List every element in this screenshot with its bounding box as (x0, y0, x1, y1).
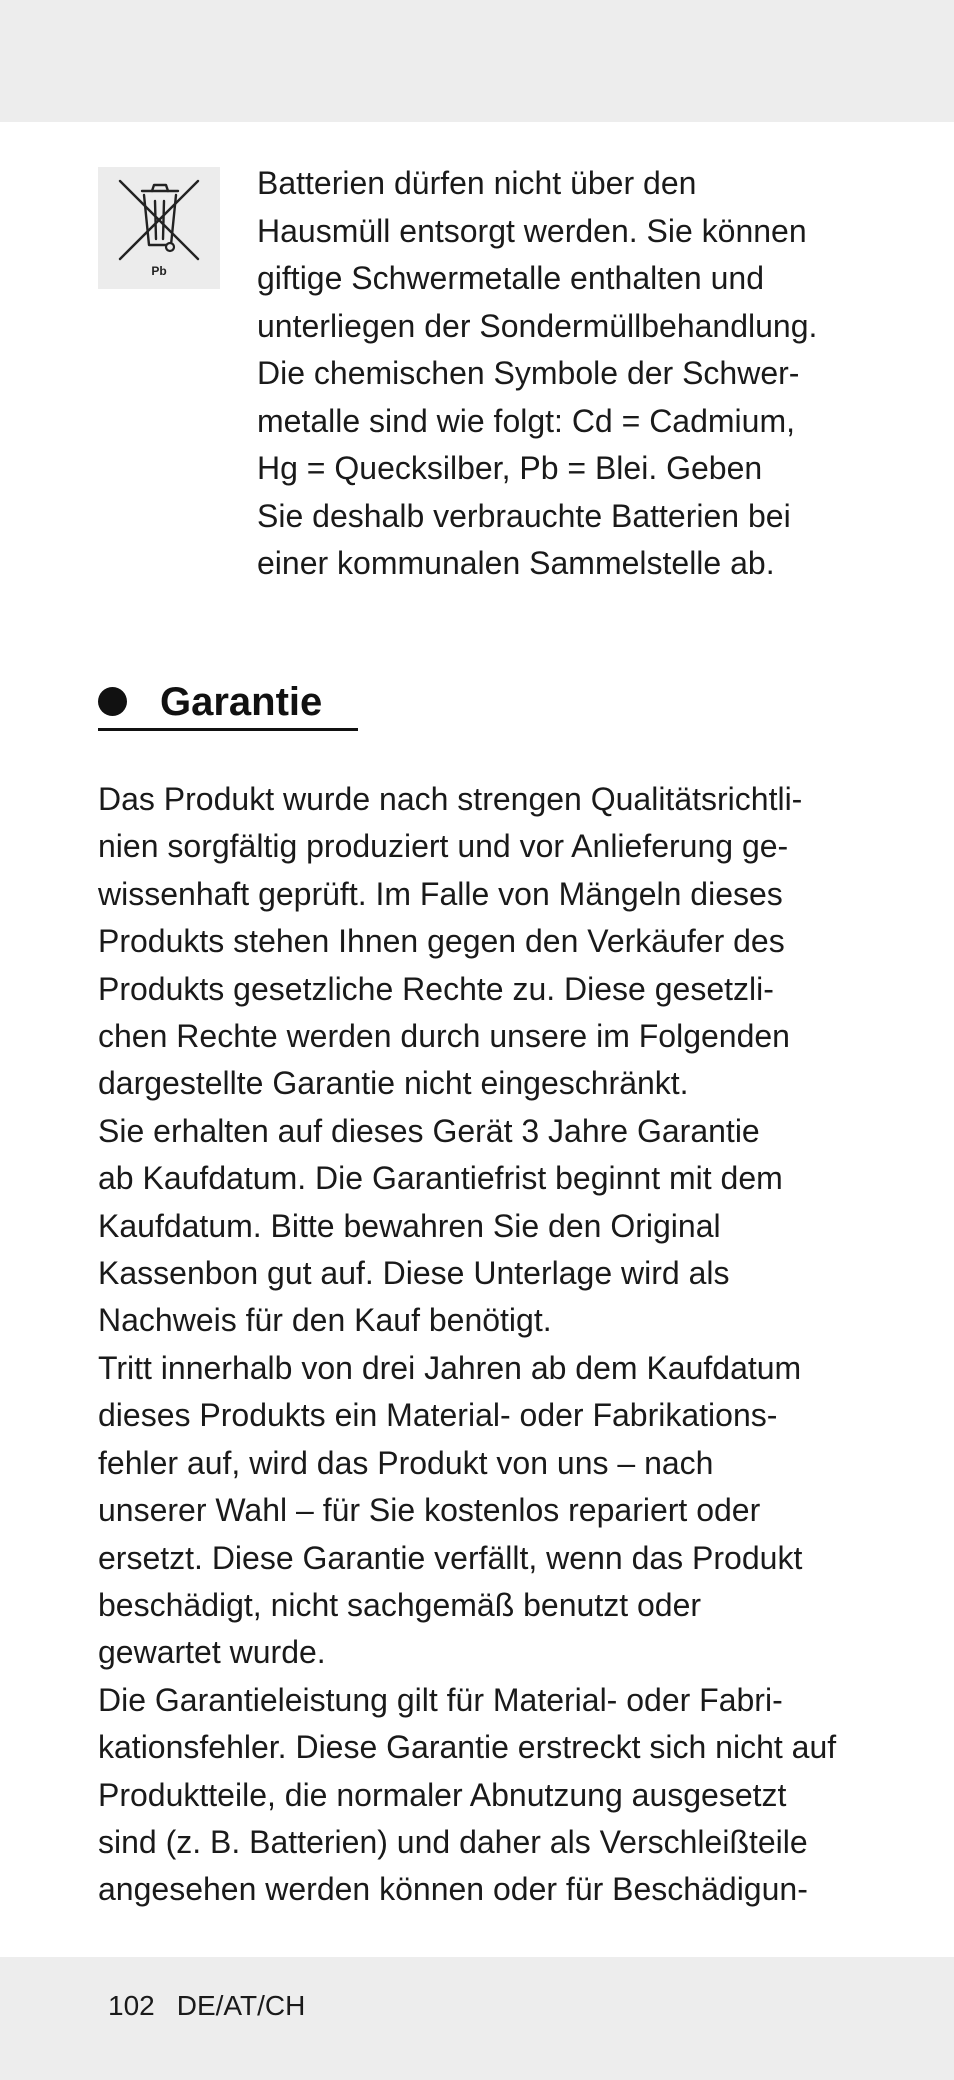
text-line: Das Produkt wurde nach strengen Qualitätsrichtli- (98, 781, 803, 817)
text-line: wissenhaft geprüft. Im Falle von Mängeln dieses (98, 875, 783, 912)
page-footer (108, 1986, 305, 2026)
text-line: gewartet wurde. (98, 1634, 326, 1671)
text-line: angesehen werden können oder für Beschädigun- (98, 1871, 808, 1908)
text-line: Kassenbon gut auf. Diese Unterlage wird als (98, 1255, 730, 1292)
text-line: Hg = Quecksilber, Pb = Blei. Geben (257, 450, 763, 486)
text-line: Die chemischen Symbole der Schwer- (257, 355, 800, 391)
text-line: chen Rechte werden durch unsere im Folgenden (98, 1018, 790, 1055)
text-line: beschädigt, nicht sachgemäß benutzt oder (98, 1586, 702, 1623)
text-line: Die Garantieleistung gilt für Material- oder Fabri- (98, 1681, 783, 1718)
text-line: kationsfehler. Diese Garantie erstreckt sich nicht auf (98, 1729, 837, 1766)
crossed-out-wheelie-bin-icon (98, 167, 220, 289)
text-line: fehler auf, wird das Produkt von uns – nach (98, 1444, 714, 1481)
text-line: Hausmüll entsorgt werden. Sie können (257, 212, 807, 249)
text-line: metalle sind wie folgt: Cd = Cadmium, (257, 402, 795, 439)
text-line: Produktteile, die normaler Abnutzung ausgesetzt (98, 1776, 787, 1813)
page-number: 102 (108, 1990, 155, 2021)
battery-disposal-text (257, 160, 857, 588)
heading-underline (98, 728, 358, 731)
text-line: Sie deshalb verbrauchte Batterien bei (257, 497, 791, 534)
text-line: dargestellte Garantie nicht eingeschränkt. (98, 1065, 689, 1102)
bullet-icon (98, 687, 127, 716)
text-line: unserer Wahl – für Sie kostenlos repariert oder (98, 1492, 761, 1529)
text-line: Produkts stehen Ihnen gegen den Verkäufer des (98, 923, 785, 960)
paragraph (98, 1345, 858, 1677)
section-title: Garantie (160, 680, 323, 724)
text-line: Sie erhalten auf dieses Gerät 3 Jahre Garantie (98, 1112, 760, 1149)
text-line: Batterien dürfen nicht über den (257, 165, 697, 201)
language-codes: DE/AT/CH (176, 1990, 306, 2021)
text-line: Produkts gesetzliche Rechte zu. Diese gesetzli- (98, 970, 774, 1007)
text-line: sind (z. B. Batterien) und daher als Verschleißteile (98, 1823, 808, 1860)
text-line: ersetzt. Diese Garantie verfällt, wenn das Produkt (98, 1539, 803, 1576)
text-line: giftige Schwermetalle enthalten und (257, 260, 764, 296)
text-line: ab Kaufdatum. Die Garantiefrist beginnt mit dem (98, 1160, 783, 1197)
text-line: unterliegen der Sondermüllbehandlung. (257, 307, 818, 344)
text-line: einer kommunalen Sammelstelle ab. (257, 545, 775, 581)
text-line: Kaufdatum. Bitte bewahren Sie den Original (98, 1207, 721, 1244)
text-line: Tritt innerhalb von drei Jahren ab dem Kaufdatum (98, 1349, 802, 1386)
text-line: Nachweis für den Kauf benötigt. (98, 1302, 552, 1339)
top-band (0, 0, 954, 122)
paragraph (98, 1677, 858, 1914)
warranty-body (98, 776, 858, 1914)
paragraph (98, 1108, 858, 1345)
text-line: nien sorgfältig produziert und vor Anlieferung ge- (98, 828, 789, 865)
paragraph (98, 776, 858, 1108)
text-line: dieses Produkts ein Material- oder Fabrikations- (98, 1397, 778, 1434)
pb-label: Pb (151, 264, 167, 278)
